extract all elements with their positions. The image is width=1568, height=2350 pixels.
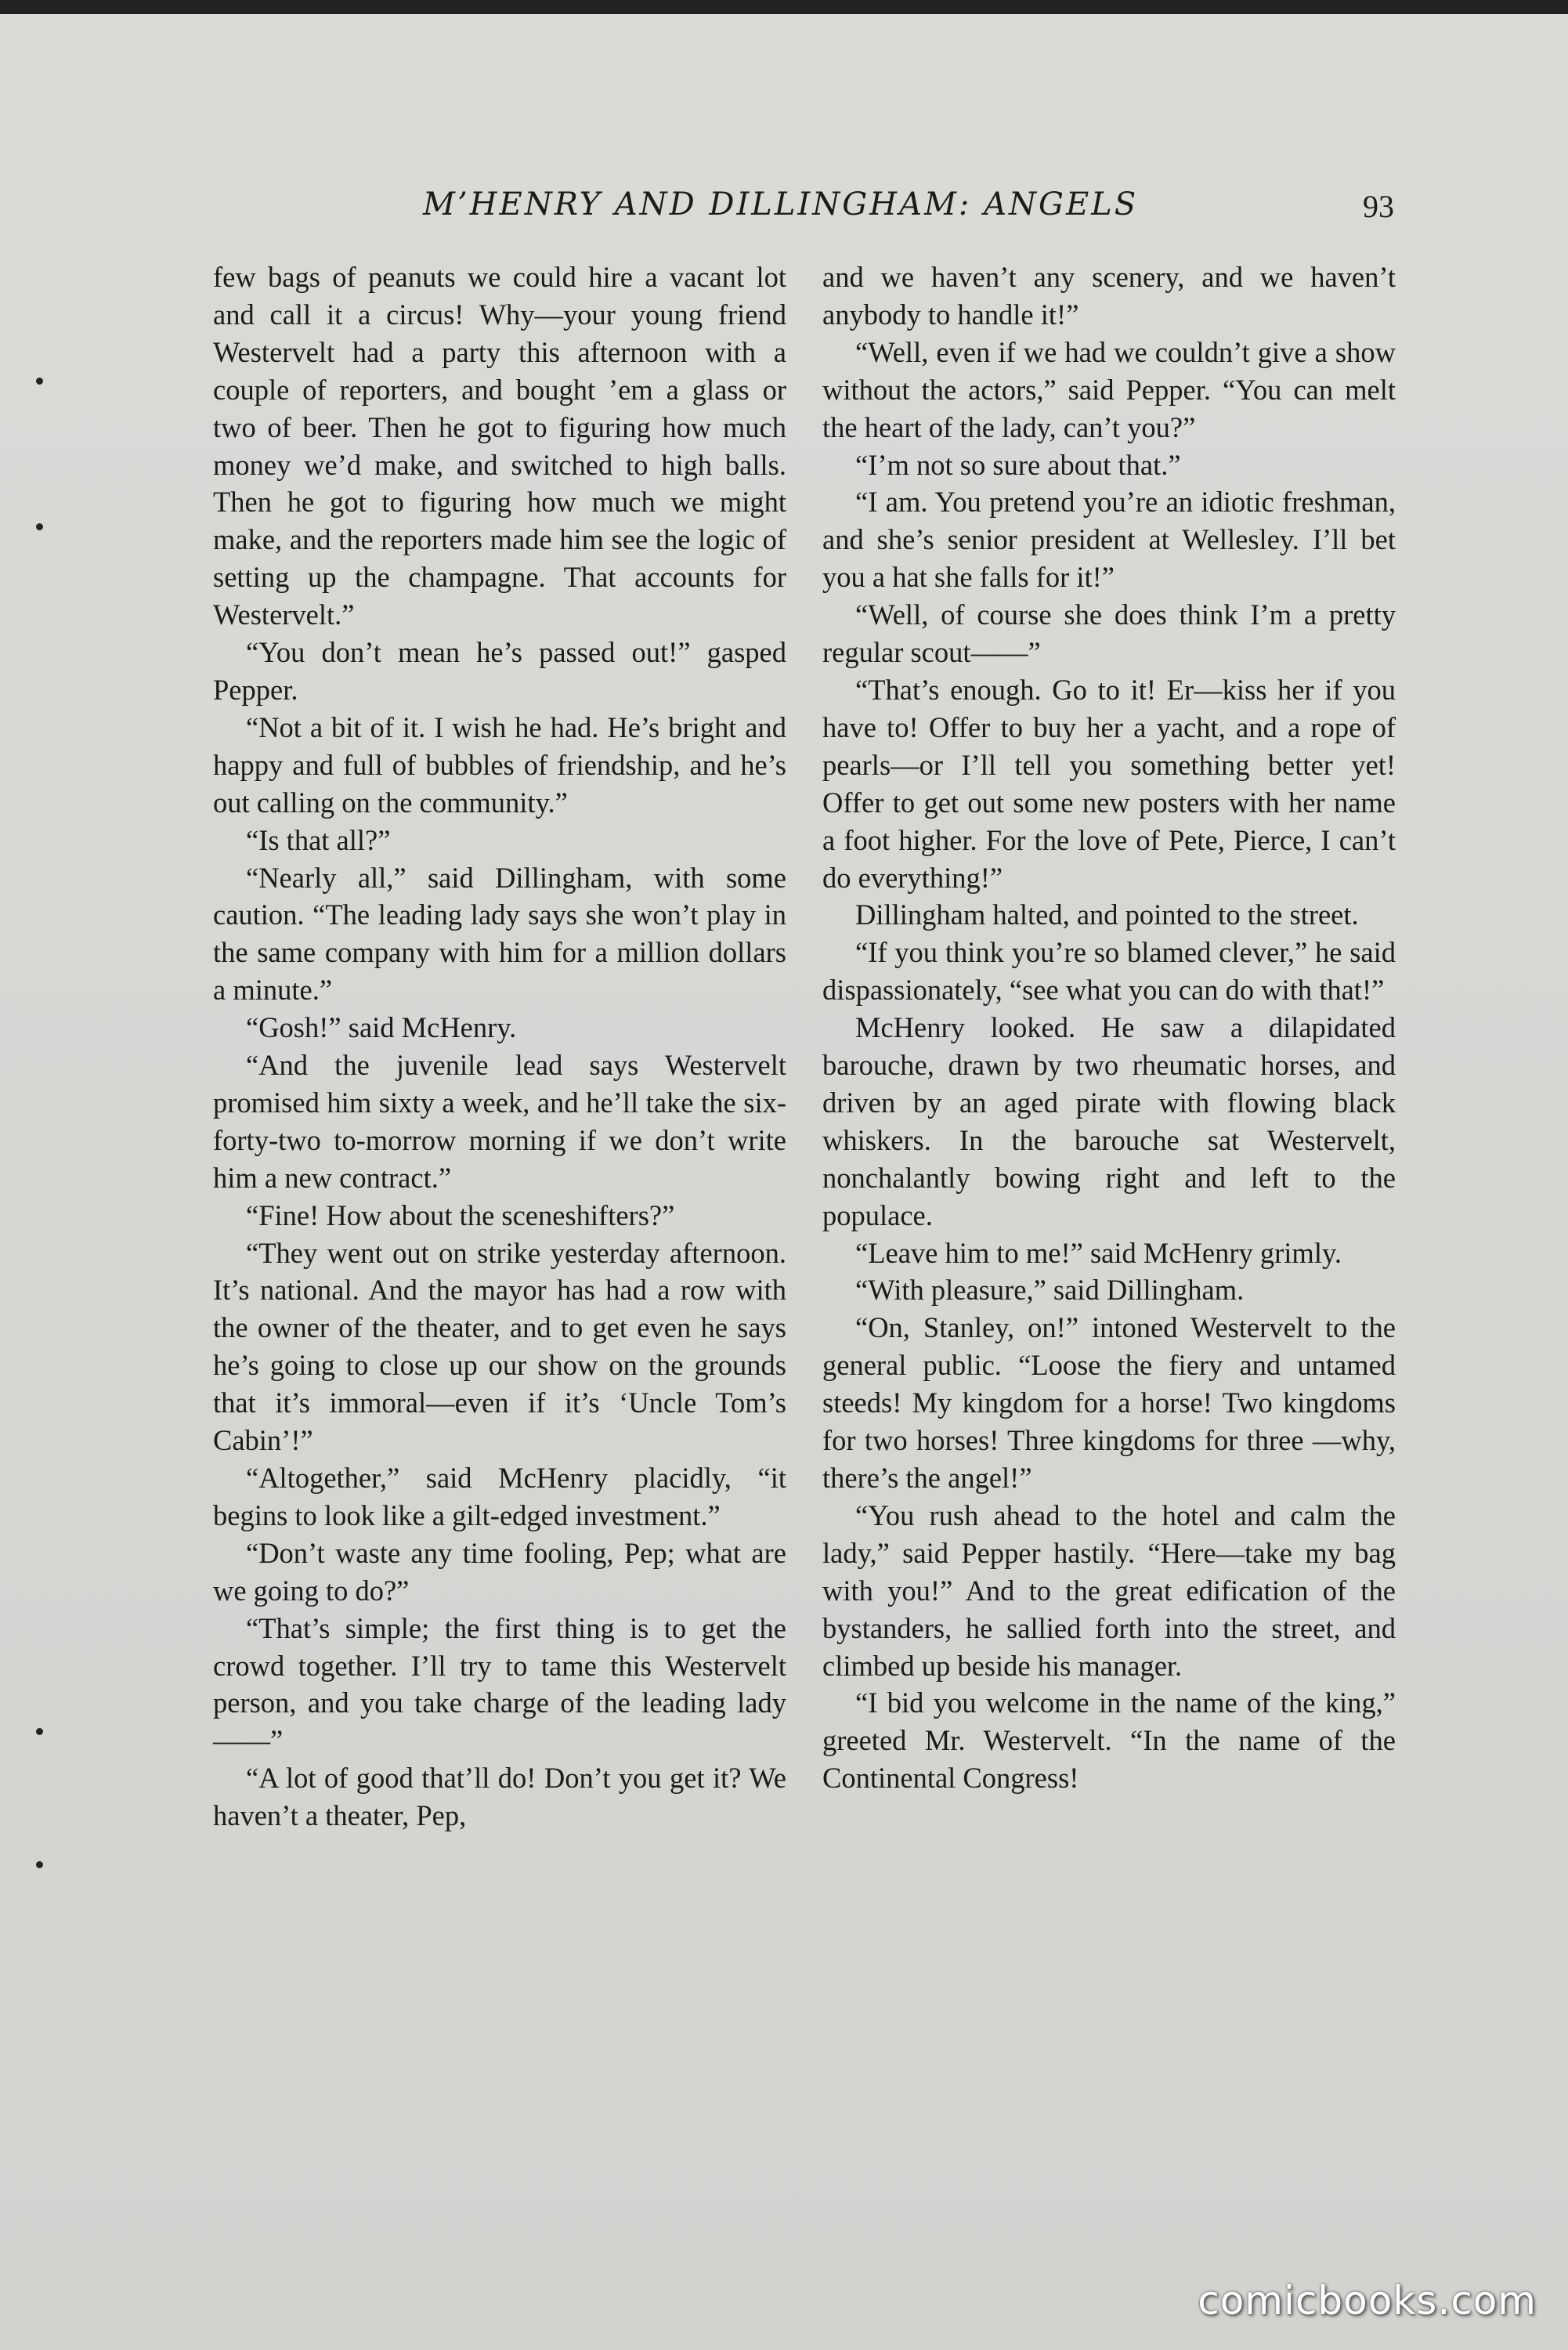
- paragraph: “Fine! How about the sceneshifters?”: [246, 1198, 675, 1231]
- running-title: M’HENRY AND DILLINGHAM: ANGELS: [423, 186, 1139, 222]
- margin-hole-mark: [36, 523, 43, 530]
- watermark: comicbooks.com: [1198, 2278, 1537, 2323]
- paragraph: “If you think you’re so blamed clever,” he said dispassionately, “see what you can do with that!”: [822, 936, 1396, 1007]
- page-header: [423, 186, 1394, 233]
- paragraph: “With pleasure,” said Dillingham.: [855, 1274, 1245, 1307]
- paragraph: “Well, of course she does think I’m a pretty regular scout——”: [822, 598, 1396, 669]
- top-edge-bar: [0, 0, 1568, 14]
- paragraph: few bags of peanuts we could hire a vacant lot and call it a circus! Why—your young friend Westervelt had a party this afternoon with a couple of reporters, and bought ’em a glass or two of beer. Then he got to figuring how much money we’d make, and switched to high balls. Then he got to figuring how much we might make, and the reporters made him see the logic of setting up the champagne. That accounts for Westervelt.”: [213, 261, 786, 631]
- paragraph: “I’m not so sure about that.”: [855, 448, 1181, 481]
- paragraph: “Leave him to me!” said McHenry grimly.: [855, 1236, 1342, 1269]
- paragraph: “Don’t waste any time fooling, Pep; what are we going to do?”: [213, 1536, 786, 1607]
- paragraph: Dillingham halted, and pointed to the street.: [855, 898, 1359, 931]
- margin-hole-mark: [36, 1728, 43, 1735]
- paragraph: “And the juvenile lead says Westervelt promised him sixty a week, and he’ll take the six-forty-two to-morrow morning if we don’t write him a new contract.”: [213, 1049, 786, 1194]
- left-column: [213, 258, 786, 1835]
- paragraph: “Altogether,” said McHenry placidly, “it begins to look like a gilt-edged investment.”: [213, 1462, 786, 1531]
- margin-hole-mark: [36, 1861, 43, 1868]
- paragraph: “A lot of good that’ll do! Don’t you get it? We haven’t a theater, Pep,: [213, 1762, 786, 1832]
- paragraph: “I am. You pretend you’re an idiotic freshman, and she’s senior president at Wellesley. I’ll bet you a hat she falls for it!”: [822, 486, 1396, 594]
- paragraph: “You don’t mean he’s passed out!” gasped Pepper.: [213, 636, 786, 706]
- paragraph: “That’s enough. Go to it! Er—kiss her if you have to! Offer to buy her a yacht, and a rope of pearls—or I’ll tell you something better yet! Offer to get out some new posters with her name a foot higher. For the love of Pete, Pierce, I can’t do everything!”: [822, 673, 1396, 894]
- right-column: [822, 258, 1396, 1797]
- paragraph: “On, Stanley, on!” intoned Westervelt to the general public. “Loose the fiery and untamed steeds! My kingdom for a horse! Two kingdoms for two horses! Three kingdoms for three —why, there’s the angel!”: [822, 1311, 1396, 1494]
- paragraph: “That’s simple; the first thing is to get the crowd together. I’ll try to tame this Westervelt person, and you take charge of the leading lady——”: [213, 1611, 786, 1757]
- paragraph: “You rush ahead to the hotel and calm the lady,” said Pepper hastily. “Here—take my bag with you!” And to the great edification of the bystanders, he sallied forth into the street, and climbed up beside his manager.: [822, 1499, 1396, 1682]
- paragraph: McHenry looked. He saw a dilapidated barouche, drawn by two rheumatic horses, and driven by an aged pirate with flowing black whiskers. In the barouche sat Westervelt, nonchalantly bowing right and left to the populace.: [822, 1011, 1396, 1231]
- paragraph: “I bid you welcome in the name of the king,” greeted Mr. Westervelt. “In the name of the Continental Congress!: [822, 1687, 1396, 1795]
- paragraph: “They went out on strike yesterday afternoon. It’s national. And the mayor has had a row with the owner of the theater, and to get even he says he’s going to close up our show on the grounds that it’s immoral—even if it’s ‘Uncle Tom’s Cabin’!”: [213, 1236, 786, 1457]
- margin-hole-mark: [36, 378, 43, 385]
- paragraph: “Gosh!” said McHenry.: [246, 1011, 517, 1044]
- paragraph: “Not a bit of it. I wish he had. He’s bright and happy and full of bubbles of friendship, and he’s out calling on the community.”: [213, 710, 786, 819]
- paragraph: “Well, even if we had we couldn’t give a show without the actors,” said Pepper. “You can melt the heart of the lady, can’t you?”: [822, 335, 1396, 443]
- paragraph: “Nearly all,” said Dillingham, with some caution. “The leading lady says she won’t play in the same company with him for a million dollars a minute.”: [213, 861, 786, 1007]
- page-number: 93: [1363, 189, 1394, 224]
- paragraph: “Is that all?”: [246, 823, 391, 856]
- paragraph: and we haven’t any scenery, and we haven’t anybody to handle it!”: [822, 261, 1396, 331]
